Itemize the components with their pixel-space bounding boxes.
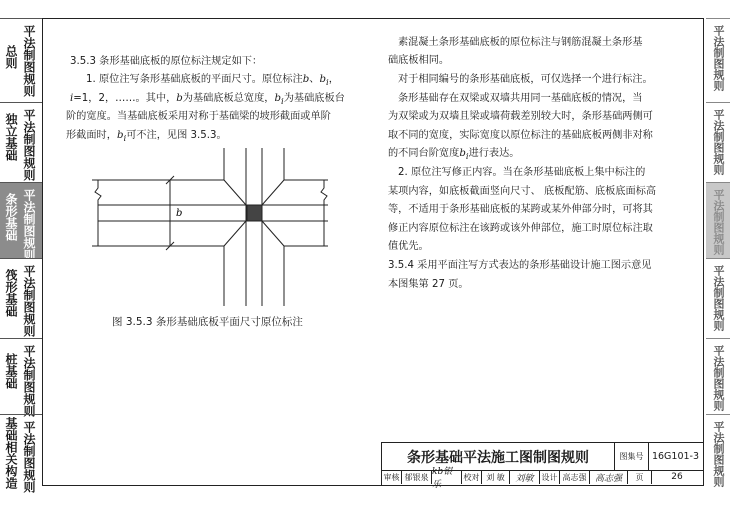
- title-row: [382, 443, 703, 471]
- tab-label-text: 平法制图规则: [22, 421, 36, 493]
- tab-label: [22, 25, 35, 97]
- right-paragraph-3-l5: [388, 238, 429, 257]
- tab-sub: [4, 45, 17, 69]
- text: 等，不适用于条形基础底板的某跨或某外伸部分时，可将其: [388, 204, 653, 215]
- checker-signature: [510, 470, 540, 484]
- text: 对于相同编号的条形基础底板，可仅选择一个进行标注。: [398, 74, 653, 85]
- tab-sub-text: 条形基础: [4, 193, 18, 241]
- tab-label: [22, 109, 35, 181]
- tab-label: [22, 265, 35, 337]
- tab-sub-text: 独立基础: [4, 113, 18, 161]
- design-label: [540, 470, 560, 484]
- reviewer-name: [402, 470, 432, 484]
- tab-strip-foundation[interactable]: [0, 182, 42, 261]
- text: 2. 原位注写修正内容。当在条形基础底板上集中标注的: [398, 167, 646, 178]
- var: b: [302, 74, 310, 85]
- text: 的不同台阶宽度: [388, 148, 460, 159]
- paragraph-1-line-3: [66, 108, 331, 127]
- var: b: [116, 130, 124, 141]
- value-text: 刘 敏: [486, 472, 505, 482]
- text: 、: [309, 74, 320, 85]
- tab-label: [22, 345, 35, 417]
- text: 修正内容原位标注在该跨或该外伸部位，施工时原位标注取: [388, 223, 653, 234]
- dimension-label: b: [176, 208, 183, 219]
- page-label: [628, 470, 652, 484]
- var: b: [274, 93, 282, 104]
- tab-raft-foundation[interactable]: [0, 258, 42, 338]
- figure-caption: [112, 313, 303, 332]
- right-paragraph-2-l3: [388, 127, 653, 146]
- atlas-label: [615, 443, 649, 470]
- signature-row: [382, 467, 703, 490]
- tab-label-text: 平法制图规则: [22, 265, 36, 337]
- label-text: 校对: [463, 472, 480, 482]
- value-text: 高志强: [562, 472, 587, 482]
- right-tab-4[interactable]: [706, 258, 730, 338]
- tab-related-details[interactable]: [0, 414, 42, 498]
- heading-number: 3.5.3: [70, 56, 96, 67]
- text: 础底板相同。: [388, 55, 450, 66]
- tab-sub-text: 桩基础: [4, 353, 18, 389]
- heading-text: 条形基础底板的原位标注规定如下：: [99, 56, 263, 67]
- check-label: [462, 470, 482, 484]
- right-tab-label: 平法制图规则: [712, 25, 725, 91]
- text: 为基础底板总宽度，: [182, 93, 275, 104]
- text: 可不注，见图 3.5.3。: [126, 130, 227, 141]
- review-label: [382, 470, 402, 484]
- sub: i: [465, 152, 469, 163]
- tab-label: [22, 189, 35, 261]
- right-tab-5[interactable]: [706, 338, 730, 414]
- designer-name: [560, 470, 590, 484]
- tab-sub-text: 总则: [4, 45, 18, 69]
- var: b: [176, 93, 183, 104]
- title-block: [381, 442, 704, 490]
- tab-label-text: 平法制图规则: [22, 25, 36, 97]
- tab-sub: [4, 269, 17, 317]
- drawing-title: [382, 443, 615, 470]
- right-paragraph-4-l2: [388, 276, 469, 295]
- reviewer-signature: [432, 467, 462, 490]
- right-paragraph-3-l3: [388, 201, 653, 220]
- column-square: [247, 205, 262, 221]
- designer-signature: [590, 470, 628, 484]
- text: 为双梁或为双墙且梁或墙荷载差别较大时，条形基础两侧可: [388, 111, 653, 122]
- right-tab-2[interactable]: [706, 102, 730, 182]
- right-paragraph-2-l1: [398, 90, 643, 109]
- right-tab-6[interactable]: [706, 414, 730, 498]
- sub: i: [325, 78, 329, 89]
- section-heading: [70, 53, 262, 72]
- text: 形截面时，: [66, 130, 117, 141]
- tab-label-text: 平法制图规则: [22, 109, 36, 181]
- atlas-number: [649, 443, 702, 470]
- text: 阶的宽度。当基础底板采用对称于基础梁的坡形截面或单阶: [66, 111, 331, 122]
- text: 某项内容，如底板截面竖向尺寸、 底板配筋、底板底面标高: [388, 186, 657, 197]
- right-tab-label: 平法制图规则: [712, 265, 725, 331]
- text: 本图集第 27 页。: [388, 279, 469, 290]
- var: b: [319, 74, 326, 85]
- sub: i: [281, 97, 284, 108]
- text: 条形基础存在双梁或双墙共用同一基础底板的情况，当: [398, 93, 643, 104]
- signature-text: 高志强: [594, 473, 622, 484]
- title-text: 条形基础平法施工图制图规则: [407, 449, 589, 466]
- text: 值优先。: [388, 241, 429, 252]
- tab-sub: [4, 353, 17, 389]
- caption-text: 图 3.5.3 条形基础底板平面尺寸原位标注: [112, 316, 303, 328]
- right-paragraph-2-l2: [388, 108, 653, 127]
- label-text: 图集号: [619, 452, 644, 461]
- tab-sub-text: 筏形基础: [4, 269, 18, 317]
- text: =1，2，……。其中，: [73, 93, 177, 104]
- signature-text: 刘敏: [515, 473, 534, 484]
- var: i: [70, 93, 74, 104]
- text: 3.5.4 采用平面注写方式表达的条形基础设计施工图示意见: [388, 260, 652, 271]
- text: 为基础底板台: [283, 93, 345, 104]
- right-tab-label: 平法制图规则: [712, 109, 725, 175]
- tab-label: [22, 421, 35, 493]
- var: b: [459, 148, 466, 159]
- tab-sub-text: 基础相关构造: [4, 417, 18, 489]
- right-paragraph-4-l1: [388, 257, 651, 276]
- right-tab-label: 平法制图规则: [712, 345, 725, 411]
- value-text: 16G101-3: [651, 451, 700, 462]
- tab-sub: [4, 113, 17, 161]
- text: 进行表达。: [468, 148, 520, 159]
- tab-sub: [4, 193, 17, 241]
- text: 1. 原位注写条形基础底板的平面尺寸。原位标注: [86, 74, 303, 85]
- label-text: 设计: [541, 472, 558, 482]
- right-paragraph-1-l1: [398, 71, 653, 90]
- tab-sub: [4, 417, 17, 489]
- sub: i: [123, 134, 127, 145]
- tab-label-text: 平法制图规则: [22, 345, 36, 417]
- label-text: 审核: [383, 472, 400, 482]
- value-text: 郁银泉: [404, 472, 429, 482]
- right-paragraph-3-l2: [388, 183, 656, 202]
- text: 素混凝土条形基础底板的原位标注与钢筋混凝土条形基: [398, 37, 643, 48]
- text: 取不同的宽度，实际宽度以原位标注的基础底板两侧非对称: [388, 130, 653, 141]
- right-paragraph-0-l1: [398, 34, 643, 53]
- right-tab-3[interactable]: [706, 182, 730, 258]
- tab-pile-foundation[interactable]: [0, 338, 42, 417]
- tab-general[interactable]: [0, 18, 42, 102]
- text: ，: [328, 74, 339, 85]
- value-text: 26: [671, 472, 683, 482]
- right-tab-label: 平法制图规则: [712, 421, 725, 487]
- tab-label-text: 平法制图规则: [22, 189, 36, 261]
- right-paragraph-0-l2: [388, 52, 449, 71]
- right-tab-label: 平法制图规则: [712, 189, 725, 255]
- paragraph-1-line-4: [66, 127, 227, 149]
- label-text: 页: [635, 472, 644, 482]
- checker-name: [482, 470, 510, 484]
- tab-isolated-foundation[interactable]: [0, 102, 42, 182]
- right-paragraph-3-l4: [388, 220, 653, 239]
- right-tab-1[interactable]: [706, 18, 730, 102]
- signature-text: kb银乐: [432, 467, 453, 490]
- page-number: [652, 470, 702, 484]
- right-paragraph-3-l1: [398, 164, 645, 183]
- figure-strip-foundation-plan: [92, 148, 328, 306]
